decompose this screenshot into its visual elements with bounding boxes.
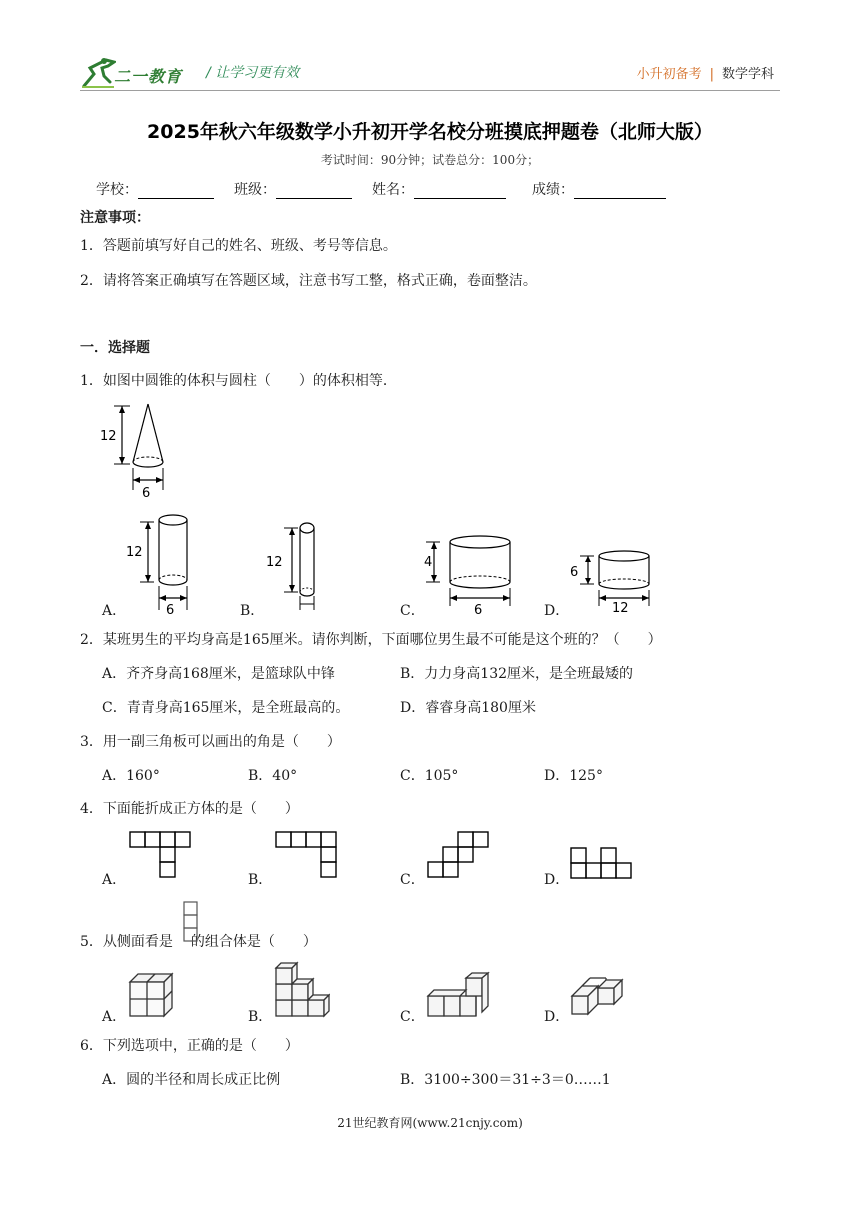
option-d-height: 6	[570, 565, 579, 580]
cylinder-c-figure[interactable]	[424, 530, 524, 616]
school-field	[96, 179, 214, 199]
logo-text: 二一教育	[114, 67, 183, 86]
option-label: B．	[240, 603, 265, 619]
option-a[interactable]: A．齐齐身高168厘米，是篮球队中锋	[102, 666, 335, 682]
option-label: C．	[400, 1009, 425, 1025]
option-label: A．	[102, 872, 127, 888]
option-b[interactable]: B．力力身高132厘米，是全班最矮的	[400, 666, 634, 682]
option-label: A．	[102, 603, 127, 619]
option-label: B．	[248, 1009, 273, 1025]
name-field	[372, 179, 506, 199]
option-label: B．	[248, 872, 273, 888]
exam-meta: 考试时间：90分钟；试卷总分：100分；	[320, 153, 540, 167]
cylinder-b-figure[interactable]	[262, 516, 322, 616]
cylinder-d-figure[interactable]	[568, 546, 658, 614]
side-view-figure	[182, 900, 200, 946]
option-label: A．	[102, 1009, 127, 1025]
solid-d-figure[interactable]	[568, 976, 624, 1020]
note-item: 2．请将答案正确填写在答题区域，注意书写工整，格式正确，卷面整洁。	[80, 273, 537, 289]
header-subject: 数学学科	[721, 67, 774, 82]
option-b[interactable]: B．3100÷300＝31÷3＝0……1	[400, 1072, 611, 1088]
school-label: 学校：	[96, 182, 138, 198]
option-c-height: 4	[424, 555, 433, 570]
option-label: C．	[400, 872, 425, 888]
runner-icon	[80, 56, 116, 90]
option-label: C．	[400, 603, 425, 619]
page-title: 2025年秋六年级数学小升初开学名校分班摸底押题卷（北师大版）	[147, 121, 713, 143]
score-label: 成绩：	[532, 182, 574, 198]
notes-heading: 注意事项：	[80, 210, 150, 226]
cone-figure	[100, 400, 180, 502]
cone-diameter-label: 6	[142, 486, 151, 501]
option-b-height: 12	[266, 555, 283, 570]
option-c-diameter: 6	[474, 603, 483, 616]
net-a-figure[interactable]	[128, 830, 194, 884]
option-b[interactable]: B．40°	[248, 768, 298, 784]
score-blank[interactable]	[574, 185, 666, 199]
name-label: 姓名：	[372, 182, 414, 198]
class-label: 班级：	[234, 182, 276, 198]
brand-logo	[80, 56, 192, 90]
header-divider	[80, 90, 780, 91]
question-2-stem: 2．某班男生的平均身高是165厘米。请你判断，下面哪位男生最不可能是这个班的？（ ）	[80, 632, 662, 648]
question-6-stem: 6．下列选项中，正确的是（ ）	[80, 1038, 299, 1054]
question-1-stem: 1．如图中圆锥的体积与圆柱（ ）的体积相等．	[80, 373, 397, 389]
option-c[interactable]: C．105°	[400, 768, 459, 784]
page-footer: 21世纪教育网(www.21cnjy.com)	[337, 1116, 523, 1130]
option-c[interactable]: C．青青身高165厘米，是全班最高的。	[102, 700, 350, 716]
option-label: D．	[544, 1009, 570, 1025]
option-a-diameter: 6	[166, 603, 175, 616]
net-b-figure[interactable]	[274, 830, 340, 884]
solid-b-figure[interactable]	[272, 960, 330, 1020]
net-c-figure[interactable]	[426, 830, 492, 884]
option-label: D．	[544, 872, 570, 888]
score-field	[532, 179, 666, 199]
name-blank[interactable]	[414, 185, 506, 199]
header-slogan: / 让学习更有效	[206, 65, 300, 81]
option-d[interactable]: D．125°	[544, 768, 603, 784]
option-a[interactable]: A．圆的半径和周长成正比例	[102, 1072, 281, 1088]
cylinder-a-figure[interactable]	[126, 510, 196, 616]
header-separator: |	[709, 67, 714, 82]
cone-height-label: 12	[100, 429, 117, 444]
class-blank[interactable]	[276, 185, 352, 199]
option-d-diameter: 12	[612, 601, 629, 614]
question-5-stem-a: 5．从侧面看是	[80, 934, 173, 950]
note-item: 1．答题前填写好自己的姓名、班级、考号等信息。	[80, 238, 397, 254]
net-d-figure[interactable]	[568, 846, 638, 884]
solid-a-figure[interactable]	[126, 970, 176, 1020]
option-a-height: 12	[126, 545, 143, 560]
solid-c-figure[interactable]	[424, 970, 490, 1020]
section-heading: 一．选择题	[80, 340, 150, 356]
header-right	[637, 63, 774, 82]
option-label: D．	[544, 603, 570, 619]
question-4-stem: 4．下面能折成正方体的是（ ）	[80, 801, 299, 817]
class-field	[234, 179, 352, 199]
question-5-stem-b: 的组合体是（ ）	[190, 934, 317, 950]
school-blank[interactable]	[138, 185, 214, 199]
option-a[interactable]: A．160°	[102, 768, 160, 784]
header-category: 小升初备考	[636, 67, 702, 82]
question-3-stem: 3．用一副三角板可以画出的角是（ ）	[80, 734, 341, 750]
option-d[interactable]: D．睿睿身高180厘米	[400, 700, 536, 716]
